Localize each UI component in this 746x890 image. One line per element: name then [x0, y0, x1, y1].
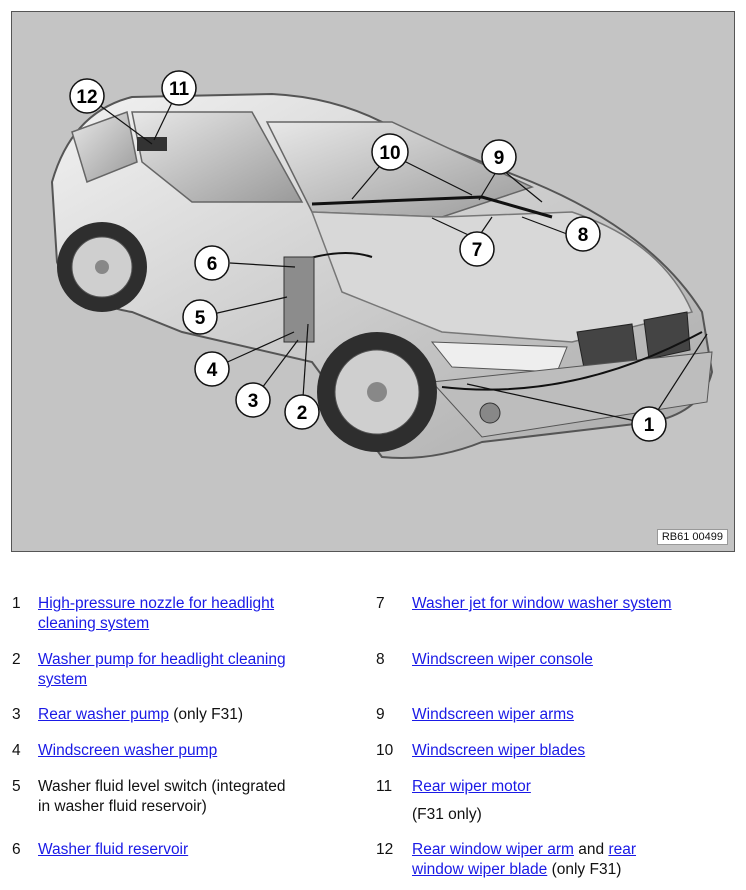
legend-link-wiper-blades[interactable]: Windscreen wiper blades	[412, 742, 586, 759]
svg-text:7: 7	[471, 240, 483, 261]
svg-text:5: 5	[194, 308, 206, 329]
car-diagram-figure	[11, 11, 735, 552]
legend-item-3: 3 Rear washer pump (only F31)	[12, 706, 244, 723]
headlight	[432, 342, 567, 372]
fog-light	[480, 403, 500, 423]
legend-item-7: 7 Washer jet for window washer system	[376, 595, 672, 612]
legend-item-9: 9 Windscreen wiper arms	[376, 706, 574, 723]
legend-link-rear-wiper-motor[interactable]: Rear wiper motor	[412, 778, 531, 795]
callout-4	[195, 352, 229, 386]
callout-8	[566, 217, 600, 251]
callout-6	[195, 246, 229, 280]
legend-link-headlight-nozzle[interactable]: High-pressure nozzle for headlight cleaning system	[38, 595, 275, 632]
svg-text:11: 11	[168, 79, 190, 100]
svg-text:2: 2	[296, 403, 308, 424]
legend-link-washer-jet[interactable]: Washer jet for window washer system	[412, 595, 672, 612]
callout-11	[162, 71, 196, 105]
legend-item-2: 2 Washer pump for headlight cleaning system	[12, 651, 286, 688]
legend-link-wiper-arms[interactable]: Windscreen wiper arms	[412, 706, 574, 723]
kidney-grille-right	[644, 312, 690, 359]
svg-text:6: 6	[206, 254, 218, 275]
figure-reference-code: RB61 00499	[657, 529, 728, 545]
svg-text:8: 8	[577, 225, 589, 246]
svg-text:3: 3	[247, 391, 259, 412]
legend-link-rear-washer-pump[interactable]: Rear washer pump	[38, 706, 169, 723]
rear-wheel	[57, 222, 147, 312]
legend-link-washer-fluid-reservoir[interactable]: Washer fluid reservoir	[38, 841, 189, 858]
svg-text:12: 12	[76, 87, 98, 108]
svg-text:1: 1	[643, 415, 655, 436]
callout-12	[70, 79, 104, 113]
callout-7	[460, 232, 494, 266]
front-wheel	[317, 332, 437, 452]
legend-item-6: 6 Washer fluid reservoir	[12, 841, 189, 858]
callout-9	[482, 140, 516, 174]
callout-5	[183, 300, 217, 334]
svg-text:4: 4	[206, 360, 218, 381]
callout-2	[285, 395, 319, 429]
svg-text:10: 10	[379, 143, 401, 164]
legend-item-12: 12 Rear window wiper arm and rear window wiper blade (only F31)	[376, 841, 637, 878]
callout-1	[632, 407, 666, 441]
legend-item-1: 1 High-pressure nozzle for headlight cleaning system	[12, 595, 275, 632]
legend-link-headlight-washer-pump[interactable]: Washer pump for headlight cleaning system	[38, 651, 286, 688]
callout-3	[236, 383, 270, 417]
legend-item-10: 10 Windscreen wiper blades	[376, 742, 586, 759]
svg-text:9: 9	[493, 148, 505, 169]
legend-link-rear-wiper-blade-part1[interactable]: rear	[608, 841, 637, 858]
washer-reservoir	[284, 257, 314, 342]
legend-link-wiper-console[interactable]: Windscreen wiper console	[412, 651, 593, 668]
legend-link-rear-wiper-blade-part2[interactable]: window wiper blade	[412, 861, 548, 878]
legend-item-8: 8 Windscreen wiper console	[376, 651, 593, 668]
legend-item-11: 11 Rear wiper motor (F31 only)	[376, 778, 531, 823]
legend-link-rear-wiper-arm[interactable]: Rear window wiper arm	[412, 841, 574, 858]
legend-link-windscreen-washer-pump[interactable]: Windscreen washer pump	[38, 742, 218, 759]
legend-item-4: 4 Windscreen washer pump	[12, 742, 218, 759]
car-illustration	[12, 12, 734, 551]
callout-10	[372, 134, 408, 170]
legend-item-5: 5 Washer fluid level switch (integrated in washer fluid reservoir)	[12, 778, 286, 815]
